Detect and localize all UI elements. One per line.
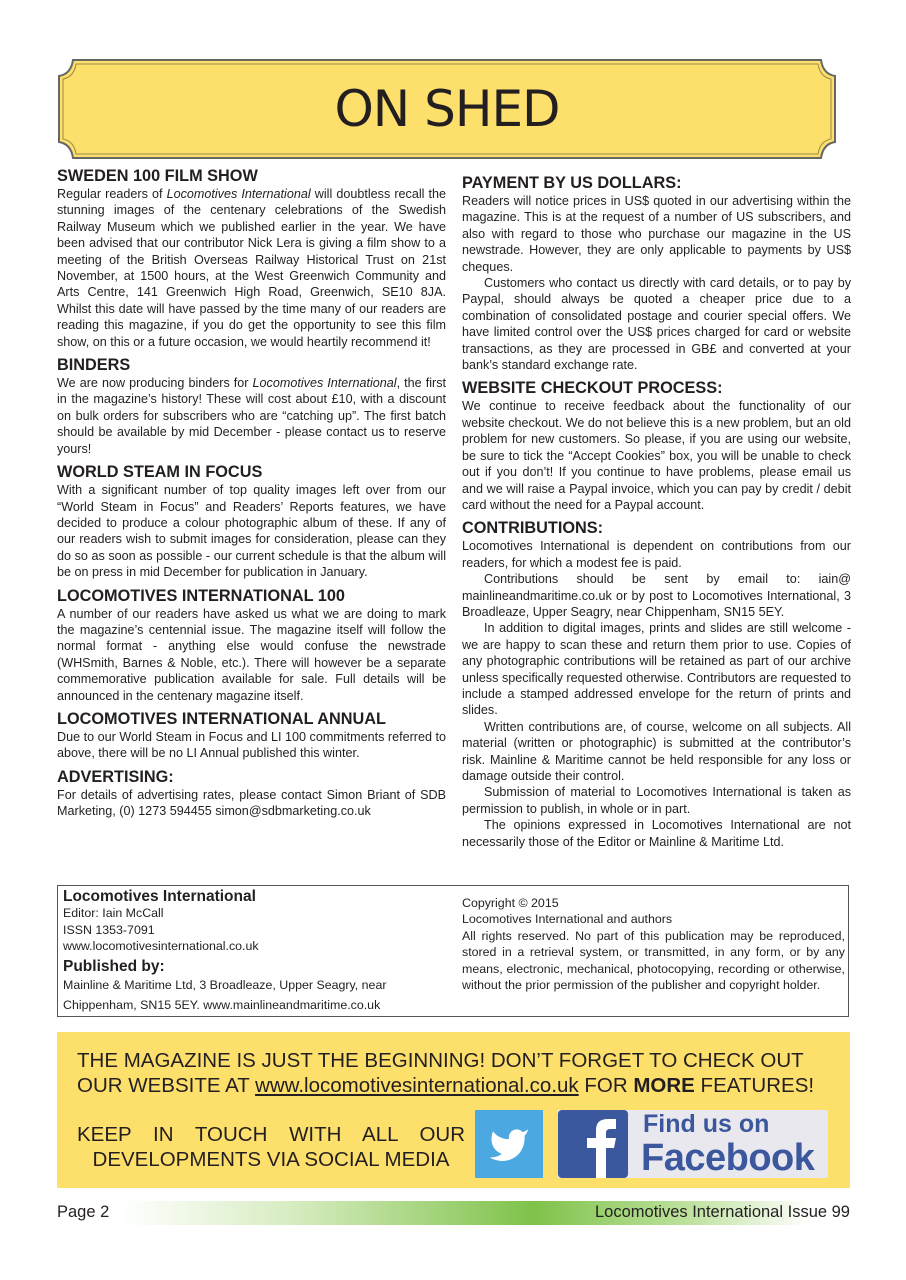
section-heading: PAYMENT BY US DOLLARS: bbox=[462, 174, 682, 192]
promo-text: FEATURES! bbox=[694, 1074, 815, 1097]
paragraph bbox=[462, 620, 851, 718]
article-section bbox=[57, 167, 446, 350]
paragraph-text: A number of our readers have asked us what we are doing to mark the magazine’s centennial issue. The magazine itself will follow the normal format - anything else would confuse the newstrade (WHSmith, Barnes & Noble, etc.). There will however be a separate commemorative publication available for sale. Full details will be announced in the centenary magazine itself. bbox=[57, 606, 446, 703]
website-promo bbox=[77, 1048, 814, 1098]
paragraph-text: The opinions expressed in Locomotives International are not necessarily those of the Editor or Mainline & Maritime Ltd. bbox=[462, 818, 851, 849]
paragraph bbox=[462, 275, 851, 373]
italic-title: Locomotives International bbox=[166, 187, 311, 201]
paragraph-text: Locomotives International is dependent on contributions from our readers, for which a modest fee is paid. bbox=[462, 539, 851, 570]
section-heading: WEBSITE CHECKOUT PROCESS: bbox=[462, 379, 723, 398]
paragraph bbox=[57, 186, 446, 350]
paragraph bbox=[57, 482, 446, 580]
paragraph-text: We continue to receive feedback about the functionality of our website checkout. We do not believe this is a new problem, but an old problem for new customers. So please, if you are using our website, be sure to tick the “Accept Cookies” box, you will be unable to check out if you don’t! If you continue to have problems, please email us and we will raise a Paypal invoice, which you can pay by credit / debit card without the need for a Paypal account. bbox=[462, 399, 851, 512]
paragraph bbox=[57, 729, 446, 762]
paragraph bbox=[57, 606, 446, 704]
info-editor: Editor: Iain McCall bbox=[63, 906, 164, 921]
paragraph bbox=[462, 719, 851, 785]
section-heading: LOCOMOTIVES INTERNATIONAL 100 bbox=[57, 586, 345, 605]
paragraph-text: Regular readers of bbox=[57, 187, 167, 201]
paragraph bbox=[462, 398, 851, 513]
article-section bbox=[462, 379, 851, 513]
info-published-by: Published by: bbox=[63, 957, 165, 975]
facebook-line-1: Find us on bbox=[643, 1110, 770, 1138]
paragraph bbox=[57, 375, 446, 457]
paragraph-text: Due to our World Steam in Focus and LI 100 commitments referred to above, there will be no LI Annual published this winter. bbox=[57, 729, 446, 761]
promo-line-1: THE MAGAZINE IS JUST THE BEGINNING! DON’T FORGET TO CHECK OUT bbox=[77, 1049, 804, 1072]
publication-info-box bbox=[57, 885, 849, 1017]
left-column bbox=[57, 167, 446, 826]
paragraph-text: Readers will notice prices in US$ quoted in our advertising within the magazine. This is at the request of a number of US subscribers, and also with regard to those who purchase our magazine in the US newstrade. However, they are only applicable to payments by US$ cheques. bbox=[462, 194, 851, 274]
paragraph bbox=[462, 193, 851, 275]
right-column bbox=[462, 174, 851, 856]
section-heading: CONTRIBUTIONS: bbox=[462, 519, 604, 538]
paragraph bbox=[462, 571, 851, 620]
copyright-authors: Locomotives International and authors bbox=[462, 912, 673, 927]
info-publisher: Mainline & Maritime Ltd, 3 Broadleaze, Upper Seagry, near Chippenham, SN15 5EY. www.mainlineandmaritime.co.uk bbox=[63, 978, 387, 1013]
rights-text: All rights reserved. No part of this publication may be reproduced, stored in a retrieval system, or transmitted, in any form, or by any means, electronic, mechanical, photocopying, recording or otherwise, without the prior permission of the publisher and copyright holder. bbox=[462, 928, 845, 993]
copyright: Copyright © 2015 bbox=[462, 896, 559, 910]
promo-text: OUR WEBSITE AT bbox=[77, 1074, 256, 1097]
article-section bbox=[57, 710, 446, 762]
paragraph bbox=[462, 817, 851, 850]
page-title: ON SHED bbox=[334, 80, 560, 138]
promo-bold: MORE bbox=[633, 1074, 695, 1097]
paragraph-text: Submission of material to Locomotives International is taken as permission to publish, in whole or in part. bbox=[462, 785, 851, 816]
article-section bbox=[57, 356, 446, 457]
paragraph-text: We are now producing binders for bbox=[57, 376, 253, 391]
article-section bbox=[57, 587, 446, 704]
section-header bbox=[57, 58, 837, 160]
issue-label: Locomotives International Issue 99 bbox=[595, 1203, 850, 1221]
facebook-line-2: Facebook bbox=[641, 1137, 815, 1179]
article-section bbox=[57, 768, 446, 820]
paragraph bbox=[462, 538, 851, 571]
promo-text: FOR bbox=[578, 1074, 634, 1097]
section-heading: LOCOMOTIVES INTERNATIONAL ANNUAL bbox=[57, 709, 386, 728]
paragraph-text: With a significant number of top quality images left over from our “World Steam in Focus” and Readers’ Reports features, we have decided to produce a colour photographic album of these. If any of our readers wish to submit images for consideration, please can they do so as soon as possible - our current schedule is that the album will be on press in mid December for publication in January. bbox=[57, 483, 446, 580]
paragraph-text: , the first in the magazine’s history! These will cost about £10, with a discount on bulk orders for subscribers who are “catching up”. The first batch should be available by mid December - please contact us to reserve yours! bbox=[57, 376, 446, 456]
facebook-icon bbox=[558, 1110, 628, 1178]
info-title: Locomotives International bbox=[63, 888, 256, 905]
page-footer bbox=[57, 1201, 850, 1225]
info-website[interactable]: www.locomotivesinternational.co.uk bbox=[63, 939, 259, 954]
social-line-1: KEEP IN TOUCH WITH ALL OUR bbox=[77, 1123, 465, 1146]
section-heading: WORLD STEAM IN FOCUS bbox=[57, 463, 263, 482]
article-section bbox=[57, 463, 446, 580]
paragraph-text: Written contributions are, of course, welcome on all subjects. All material (written or photographic) is submitted at the contributor’s risk. Mainline & Maritime cannot be held responsible for any loss or damage outside their control. bbox=[462, 719, 851, 783]
italic-title: Locomotives International bbox=[252, 376, 397, 391]
paragraph bbox=[57, 787, 446, 820]
paragraph bbox=[462, 784, 851, 817]
info-issn: ISSN 1353-7091 bbox=[63, 922, 155, 937]
section-heading: ADVERTISING: bbox=[57, 767, 174, 786]
facebook-badge[interactable] bbox=[558, 1110, 828, 1178]
paragraph-text: Customers who contact us directly with card details, or to pay by Paypal, should always be quoted a cheaper price due to a combination of consolidated postage and courier special offers. We have limited control over the US$ prices charged for card or website transactions, as they are processed in GB£ and converted at your bank’s standard exchange rate. bbox=[462, 276, 851, 373]
twitter-icon[interactable] bbox=[475, 1110, 543, 1178]
promo-banner bbox=[57, 1032, 850, 1188]
website-link[interactable]: www.locomotivesinternational.co.uk bbox=[255, 1074, 579, 1097]
article-section bbox=[462, 519, 851, 850]
paragraph-text: will doubtless recall the stunning images of the centenary celebrations of the Swedish Railway Museum which we published earlier in the year. We have been advised that our contributor Nick Lera is giving a film show to a meeting of the British Overseas Railway Historical Trust on 21st November, at 1500 hours, at the West Greenwich Community and Arts Centre, 141 Greenwich High Road, Greenwich, SE10 8JA. Whilst this date will have passed by the time many of our readers are reading this magazine, if you do get the opportunity to see this film show, on this or a future occasion, we would heartily recommend it! bbox=[57, 187, 447, 349]
social-promo bbox=[77, 1122, 465, 1172]
section-heading: BINDERS bbox=[57, 356, 131, 375]
section-heading: SWEDEN 100 FILM SHOW bbox=[57, 167, 258, 185]
paragraph-text: For details of advertising rates, please contact Simon Briant of SDB Marketing, (0) 1273 594455 simon@sdbmarketing.co.uk bbox=[57, 787, 446, 819]
social-line-2: DEVELOPMENTS VIA SOCIAL MEDIA bbox=[92, 1148, 450, 1171]
article-section bbox=[462, 174, 851, 373]
page-number: Page 2 bbox=[57, 1203, 110, 1221]
paragraph-text: In addition to digital images, prints and slides are still welcome - we are happy to scan these and return them prior to use. Copies of any photographic contributions will be retained as part of our archive unless specifically requested otherwise. Contributors are requested to include a stamped addressed envelope for the return of prints and slides. bbox=[462, 621, 851, 718]
paragraph-text: Contributions should be sent by email to: iain@ mainlineandmaritime.co.uk or by post to Locomotives International, 3 Broadleaze, Upper Seagry, near Chippenham, SN15 5EY. bbox=[462, 572, 851, 619]
